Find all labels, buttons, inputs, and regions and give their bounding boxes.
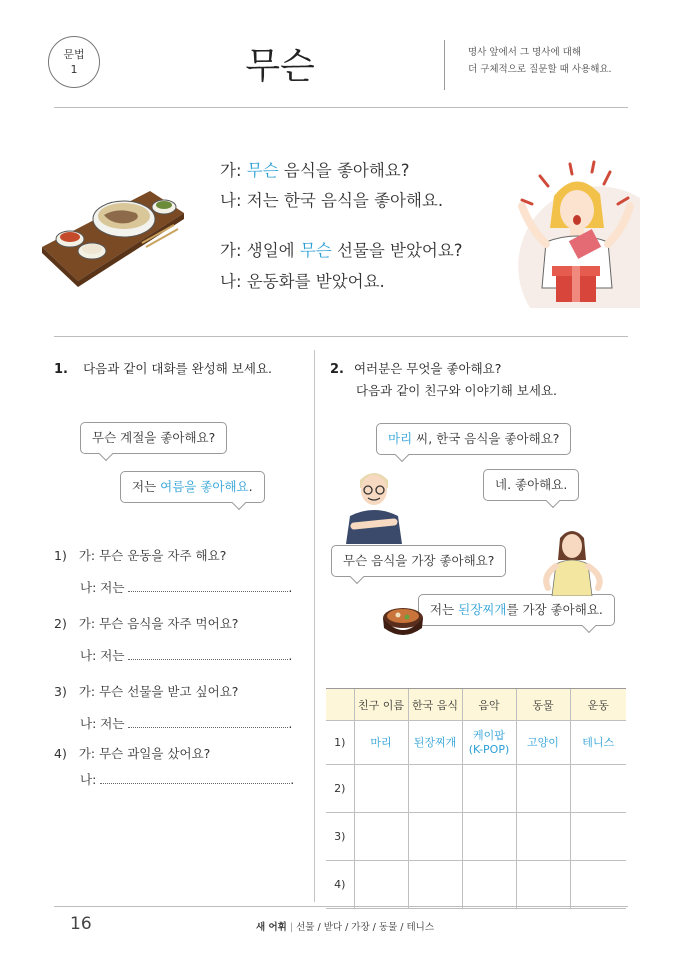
korean-meal-illustration [38, 185, 188, 295]
table-cell: 테니스 [570, 721, 626, 765]
woman-illustration [538, 524, 608, 596]
exercise-item-4-question: 4) 가: 무슨 과일을 샀어요? [54, 746, 211, 761]
row-number: 2) [326, 765, 354, 813]
dialogue-bubble-1: 마리 씨, 한국 음식을 좋아해요? [376, 423, 571, 455]
header-rule [54, 107, 628, 108]
exercise-item-4-answer: 나: . [80, 772, 295, 787]
row-number: 1) [326, 721, 354, 765]
grammar-description: 명사 앞에서 그 명사에 대해 더 구체적으로 질문할 때 사용해요. [468, 47, 612, 75]
table-header-cell: 운동 [570, 689, 626, 721]
section-rule [54, 336, 628, 337]
footer-rule [54, 906, 628, 907]
dialogue-line-3: 가: 생일에 무슨 선물을 받았어요? [220, 241, 463, 260]
exercise-item-2-answer: 나: 저는 . [80, 648, 293, 663]
table-header-cell: 음악 [462, 689, 516, 721]
table-cell[interactable] [570, 813, 626, 861]
answer-blank[interactable] [100, 772, 290, 784]
new-vocabulary: 새 어휘 | 선물 / 받다 / 가장 / 동물 / 테니스 [256, 922, 435, 933]
table-cell: 케이팝 (K-POP) [462, 721, 516, 765]
table-cell[interactable] [516, 813, 570, 861]
dialogue-line-2: 나: 저는 한국 음식을 좋아해요. [220, 191, 444, 210]
table-cell[interactable] [408, 861, 462, 909]
table-cell[interactable] [462, 861, 516, 909]
section-1-instruction: 다음과 같이 대화를 완성해 보세요. [83, 361, 272, 376]
row-number: 4) [326, 861, 354, 909]
example-answer-bubble: 저는 여름을 좋아해요. [120, 471, 265, 503]
exercise-item-3-question: 3) 가: 무슨 선물을 받고 싶어요? [54, 684, 239, 699]
doenjang-stew-illustration [380, 602, 426, 640]
table-row [326, 765, 626, 813]
badge-number: 1 [70, 63, 78, 76]
vocab-list: 선물 / 받다 / 가장 / 동물 / 테니스 [296, 922, 435, 933]
table-cell[interactable] [462, 813, 516, 861]
table-header-row [326, 689, 626, 721]
dialogue-bubble-2: 네. 좋아해요. [483, 469, 579, 501]
girl-gift-illustration [500, 158, 650, 318]
table-cell[interactable] [354, 813, 408, 861]
page-title: 무슨 [245, 46, 315, 87]
answer-blank[interactable] [128, 716, 288, 728]
table-cell: 고양이 [516, 721, 570, 765]
keyword-highlight: 무슨 [299, 241, 332, 260]
dialogue-line-1: 가: 무슨 음식을 좋아해요? [220, 161, 410, 180]
table-cell[interactable] [408, 765, 462, 813]
keyword-highlight: 무슨 [246, 161, 279, 180]
badge-label: 문법 [63, 48, 85, 61]
table-row [326, 861, 626, 909]
section-2-header: 2. 여러분은 무엇을 좋아해요? 다음과 같이 친구와 이야기해 보세요. [330, 361, 557, 398]
table-cell[interactable] [462, 765, 516, 813]
answer-blank[interactable] [128, 580, 288, 592]
table-row [326, 813, 626, 861]
exercise-item-2-question: 2) 가: 무슨 음식을 자주 먹어요? [54, 616, 239, 631]
page-number: 16 [70, 914, 92, 934]
table-cell[interactable] [354, 861, 408, 909]
table-cell[interactable] [570, 861, 626, 909]
exercise-item-3-answer: 나: 저는 . [80, 716, 293, 731]
table-cell[interactable] [570, 765, 626, 813]
table-header-cell [326, 689, 354, 721]
table-cell[interactable] [408, 813, 462, 861]
table-header-cell: 친구 이름 [354, 689, 408, 721]
answer-blank[interactable] [128, 648, 288, 660]
exercise-item-1-question: 1) 가: 무슨 운동을 자주 해요? [54, 548, 227, 563]
row-number: 3) [326, 813, 354, 861]
table-cell: 된장찌개 [408, 721, 462, 765]
exercise-item-1-answer: 나: 저는 . [80, 580, 293, 595]
table-cell[interactable] [516, 861, 570, 909]
dialogue-bubble-3: 무슨 음식을 가장 좋아해요? [331, 545, 506, 577]
column-divider [314, 350, 315, 902]
header-divider [444, 40, 445, 90]
table-cell[interactable] [354, 765, 408, 813]
man-illustration [344, 466, 404, 544]
section-1-header: 1. 다음과 같이 대화를 완성해 보세요. [54, 361, 272, 377]
table-row [326, 721, 626, 765]
vocab-label: 새 어휘 [256, 922, 287, 933]
survey-table [326, 688, 626, 909]
table-header-cell: 한국 음식 [408, 689, 462, 721]
example-question-bubble: 무슨 계절을 좋아해요? [80, 422, 227, 454]
table-cell[interactable] [516, 765, 570, 813]
table-cell: 마리 [354, 721, 408, 765]
dialogue-line-4: 나: 운동화를 받았어요. [220, 272, 385, 291]
dialogue-bubble-4: 저는 된장찌개를 가장 좋아해요. [418, 594, 615, 626]
table-header-cell: 동물 [516, 689, 570, 721]
